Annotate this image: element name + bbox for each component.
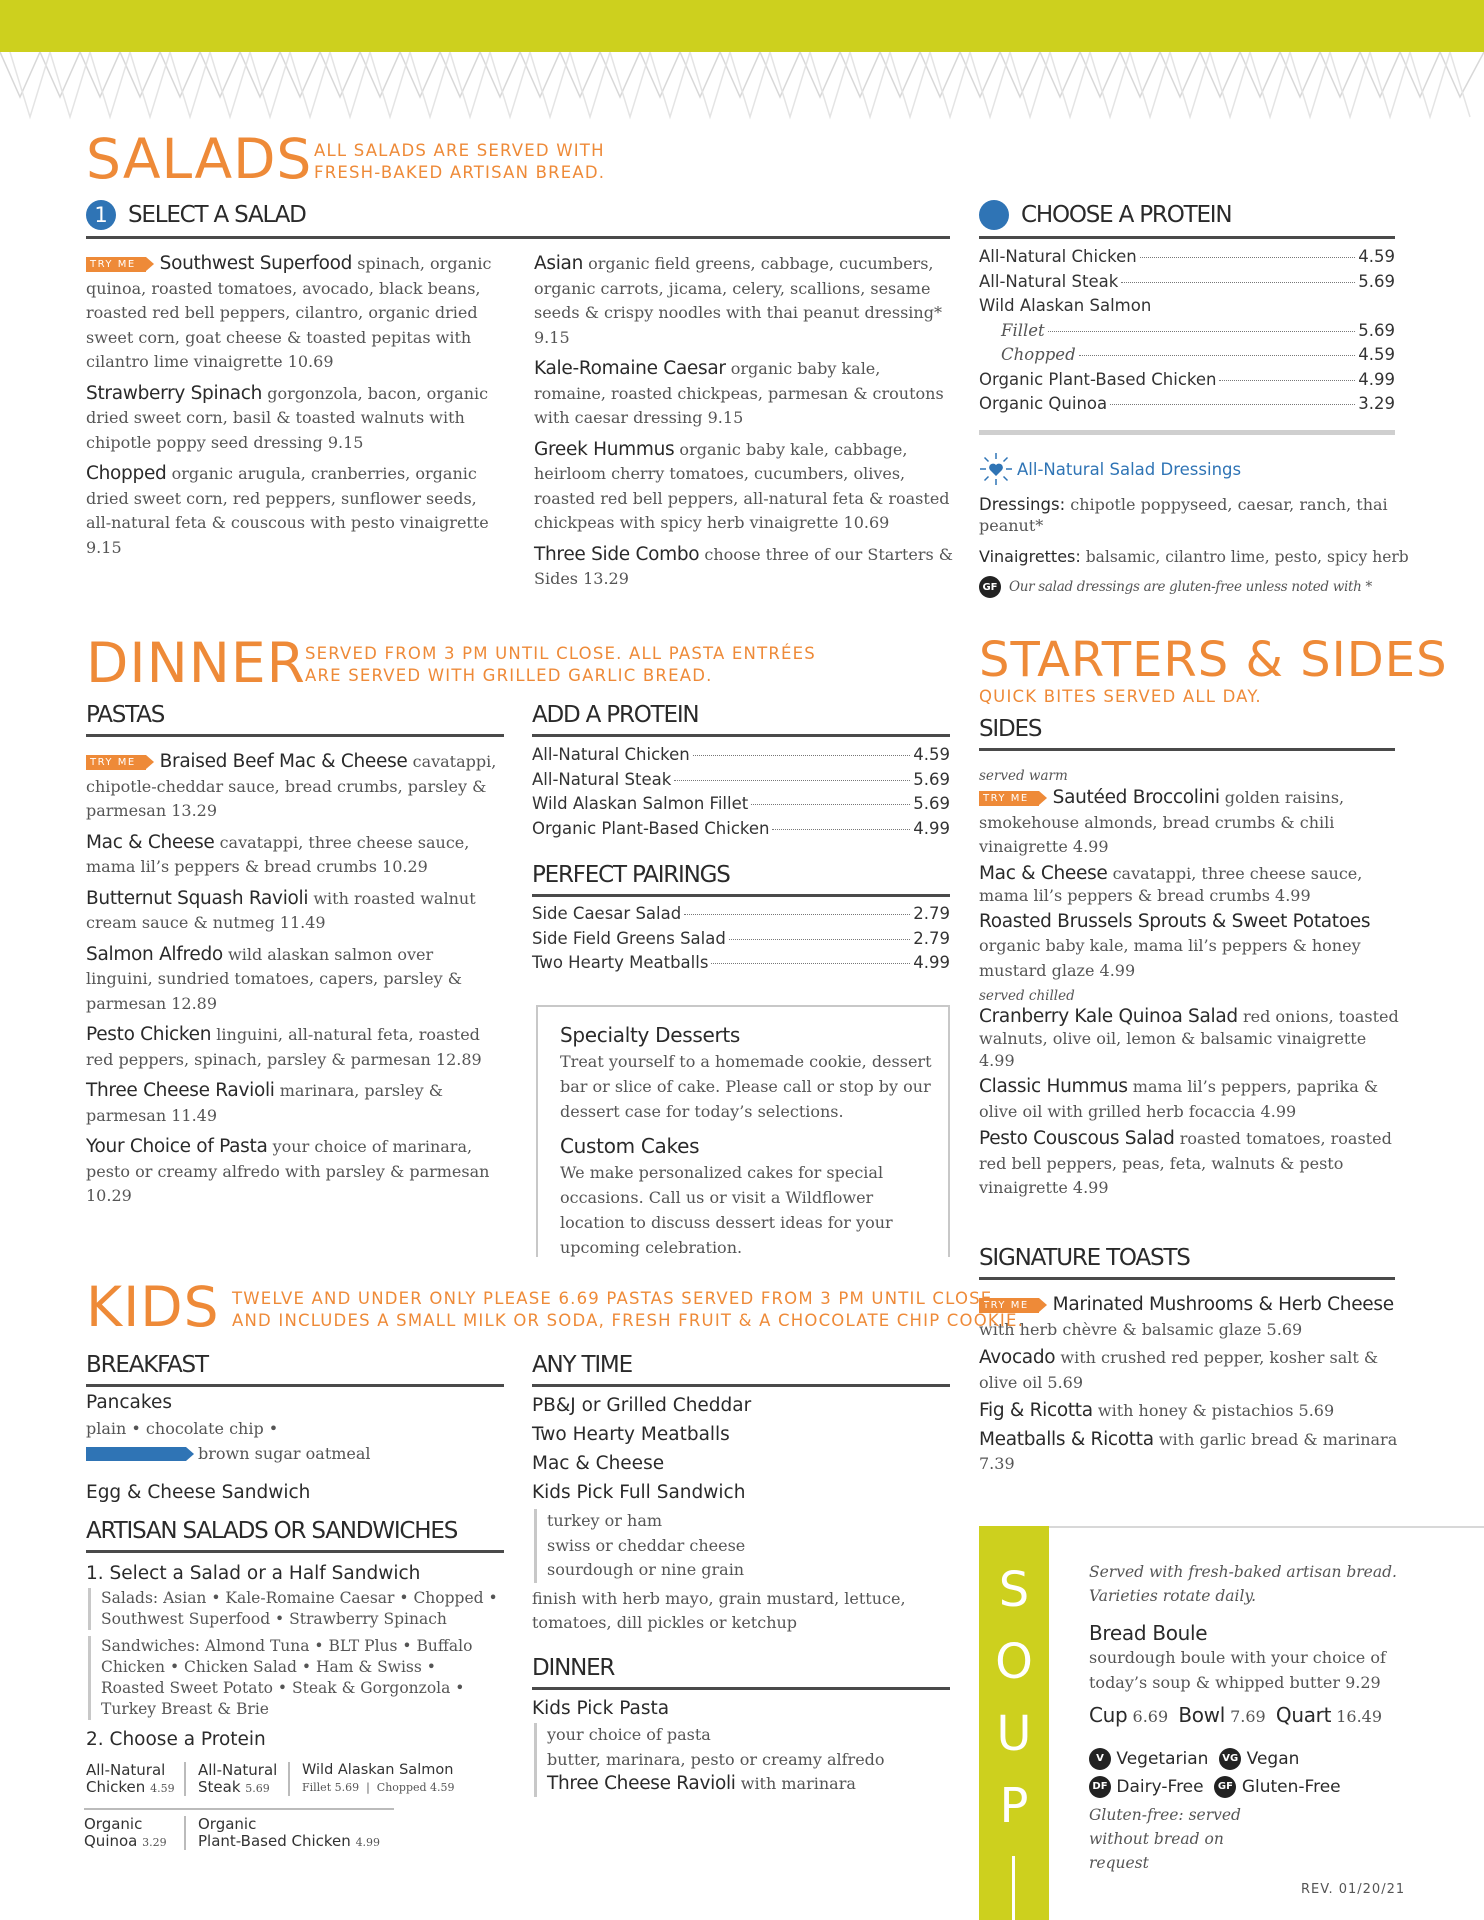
heart-burst-icon: [979, 452, 1013, 486]
toasts-header: [979, 1245, 1395, 1280]
menu-item: [86, 382, 498, 456]
breakfast-label: BREAKFAST: [86, 1352, 208, 1378]
anytime-item: Two Hearty Meatballs: [532, 1424, 730, 1445]
kids-subtitle-line-1: TWELVE AND UNDER ONLY PLEASE 6.69 PASTAS SERVED FROM 3 PM UNTIL CLOSE: [232, 1289, 993, 1308]
soup-letter: P: [999, 1778, 1029, 1834]
leader-dots: [693, 755, 911, 756]
choose-protein-header: [979, 200, 1395, 239]
price-name: Organic Plant-Based Chicken: [532, 818, 770, 838]
sandwich-option: turkey or ham: [547, 1511, 663, 1530]
try-me-tag: TRY ME: [979, 1298, 1039, 1313]
item-name: Kale-Romaine Caesar: [534, 358, 726, 379]
salads-title: SALADS: [86, 127, 313, 191]
item-desc: wild alaskan salmon over linguini, sundried tomatoes, capers, parsley & parmesan 12.89: [86, 944, 462, 1013]
item-name: Pesto Couscous Salad: [979, 1128, 1175, 1149]
divider: [184, 1816, 186, 1850]
sandwich-option: sourdough or nine grain: [547, 1560, 745, 1579]
item-name: Fig & Ricotta: [979, 1400, 1093, 1421]
item-name: Three Cheese Ravioli: [86, 1080, 275, 1101]
kids-protein-quinoa: [84, 1816, 167, 1851]
protein-detail: Fillet 5.69 | Chopped 4.59: [302, 1781, 455, 1794]
menu-item: [86, 1079, 504, 1128]
menu-item: [979, 1293, 1399, 1342]
protein-line-1: All-Natural: [86, 1761, 166, 1779]
anytime-item: PB&J or Grilled Cheddar: [532, 1395, 752, 1416]
egg-sandwich: Egg & Cheese Sandwich: [86, 1482, 311, 1503]
served-warm-label: served warm: [979, 768, 1068, 784]
item-name: Three Cheese Ravioli: [547, 1773, 736, 1794]
price-name: All-Natural Chicken: [532, 745, 690, 764]
price-value: 4.99: [913, 953, 950, 972]
item-desc: choose three of our Starters & Sides 13.29: [534, 544, 954, 588]
price-name: Chopped: [1001, 345, 1076, 364]
cakes-text: We make personalized cakes for special occasions. Call us or visit a Wildflower location to discuss dessert ideas for your upcoming celebration.: [560, 1163, 893, 1257]
dinner-subtitle-line-1: SERVED FROM 3 PM UNTIL CLOSE. ALL PASTA ENTRÉES: [305, 644, 816, 663]
artisan-block: [86, 1562, 504, 1752]
starters-title: STARTERS & SIDES: [979, 632, 1448, 688]
kids-sandwiches-list: Sandwiches: Almond Tuna • BLT Plus • Buffalo Chicken • Chicken Salad • Ham & Swiss • Roasted Sweet Potato • Steak & Gorgonzola • Turkey Breast & Brie: [88, 1636, 504, 1720]
legend-label: Dairy-Free: [1116, 1777, 1204, 1797]
legend-label: Gluten-Free: [1241, 1777, 1341, 1797]
item-name: Asian: [534, 253, 583, 274]
soup-gf-note: Gluten-free: served without bread on request: [1089, 1806, 1241, 1872]
item-desc: cavatappi, chipotle-cheddar sauce, bread crumbs, parsley & parmesan 13.29: [86, 752, 497, 820]
price-row: [979, 343, 1395, 368]
leader-dots: [751, 804, 910, 805]
menu-item: [86, 252, 498, 375]
price-value: 4.59: [913, 745, 950, 764]
kids-subtitle: [232, 1288, 1024, 1332]
protein-line-1: Wild Alaskan Salmon: [302, 1762, 454, 1778]
select-salad-label: SELECT A SALAD: [128, 202, 306, 228]
served-chilled-label: served chilled: [979, 988, 1075, 1004]
protein-line-2: Plant-Based Chicken: [198, 1832, 351, 1850]
item-name: Sautéed Broccolini: [1052, 787, 1220, 808]
menu-item: [534, 438, 954, 536]
dressings-label: Dressings:: [979, 495, 1066, 514]
gluten-free-badge-icon: GF: [1214, 1776, 1236, 1798]
try-me-tag: TRY ME: [86, 257, 146, 272]
kids-title: KIDS: [86, 1275, 220, 1339]
item-desc: roasted tomatoes, roasted red bell peppers, peas, feta, walnuts & pesto vinaigrette 4.99: [979, 1129, 1392, 1197]
item-desc: with honey & pistachios 5.69: [1092, 1401, 1335, 1420]
quart-label: Quart: [1275, 1703, 1332, 1727]
protein-line-1: Organic: [84, 1815, 143, 1833]
top-banner: [0, 0, 1484, 52]
menu-item: [979, 1006, 1399, 1072]
item-name: Butternut Squash Ravioli: [86, 887, 309, 909]
price-value: 5.69: [1358, 320, 1395, 340]
price-row: [979, 245, 1395, 270]
protein-price: 4.59: [150, 1782, 175, 1795]
protein-price: 4.99: [355, 1836, 381, 1849]
item-desc: golden raisins, smokehouse almonds, bread crumbs & chili vinaigrette 4.99: [979, 788, 1345, 856]
vinaigrettes-label: Vinaigrettes:: [979, 547, 1081, 566]
menu-item: [534, 252, 954, 350]
revision-date: REV. 01/20/21: [1301, 1882, 1406, 1897]
salad-protein-list: [979, 245, 1395, 417]
diet-legend: [1089, 1745, 1419, 1801]
gluten-free-badge-icon: GF: [979, 576, 1001, 598]
price-name: Wild Alaskan Salmon Fillet: [532, 794, 749, 813]
item-desc: with roasted walnut cream sauce & nutmeg 11.49: [86, 888, 476, 932]
menu-item: [979, 1399, 1399, 1424]
item-name: Your Choice of Pasta: [86, 1136, 268, 1157]
protein-line-2: Steak: [198, 1778, 241, 1796]
menu-item: [86, 887, 504, 936]
item-desc: with garlic bread & marinara 7.39: [979, 1429, 1398, 1473]
cup-label: Cup: [1089, 1703, 1128, 1727]
price-name: All-Natural Steak: [532, 769, 672, 789]
bowl-price: 7.69: [1230, 1707, 1266, 1726]
item-desc: spinach, organic quinoa, roasted tomatoes, avocado, black beans, roasted red bell peppers, cilantro, organic dried sweet corn, goat cheese & toasted pepitas with cilantro lime vinaigrette 10.69: [86, 254, 492, 371]
menu-item: [86, 462, 498, 560]
ravioli-line: [547, 1772, 950, 1797]
price-value: 4.59: [1358, 345, 1395, 364]
pancakes-desc-row: [86, 1442, 504, 1467]
item-name: Salmon Alfredo: [86, 943, 223, 965]
kids-pasta-name: Kids Pick Pasta: [532, 1698, 670, 1719]
item-desc: organic field greens, cabbage, cucumbers, organic carrots, jicama, celery, scallions, sesame seeds & crispy noodles with thai peanut dressing* 9.15: [534, 254, 942, 347]
leader-dots: [729, 939, 910, 940]
pancakes-desc-1: plain • chocolate chip •: [86, 1419, 279, 1438]
menu-item: [979, 910, 1399, 984]
menu-item: [86, 1023, 504, 1072]
step-1-circle: 1: [86, 200, 116, 230]
leader-dots: [674, 780, 910, 781]
soup-letter: U: [996, 1706, 1032, 1762]
dressings-block: [979, 452, 1409, 598]
anytime-label: ANY TIME: [532, 1352, 632, 1378]
salads-column-2: [534, 252, 954, 599]
breakfast-header: [86, 1352, 504, 1387]
leader-dots: [711, 963, 910, 964]
price-value: 2.79: [913, 928, 950, 948]
boule-name: Bread Boule: [1089, 1621, 1208, 1645]
menu-item: [86, 831, 504, 880]
price-row: [979, 270, 1395, 295]
soup-bar-line: [1012, 1856, 1015, 1920]
kids-protein-plant: [198, 1816, 380, 1851]
protein-line-1: Organic: [198, 1815, 257, 1833]
price-value: 5.69: [913, 769, 950, 789]
menu-item: [979, 1127, 1399, 1201]
soup-top-rule: [1049, 1526, 1484, 1528]
item-name: Avocado: [979, 1347, 1056, 1368]
divider: [288, 1762, 290, 1796]
item-name: Chopped: [86, 463, 167, 484]
protein-price: 3.29: [142, 1836, 167, 1849]
try-me-tag: TRY ME: [979, 791, 1039, 806]
try-me-tag: TRY ME: [86, 755, 146, 770]
soup-block: [1089, 1560, 1419, 1875]
pairings-header: [532, 862, 950, 897]
dressings-title-row: [979, 452, 1395, 486]
item-name: Classic Hummus: [979, 1076, 1128, 1097]
item-desc: with herb chèvre & balsamic glaze 5.69: [979, 1319, 1303, 1339]
soup-sizes: [1089, 1701, 1419, 1731]
soup-bar: [979, 1526, 1049, 1920]
leader-dots: [1121, 282, 1355, 283]
protein-line-2: Chicken: [86, 1778, 146, 1796]
item-desc: gorgonzola, bacon, organic dried sweet corn, basil & toasted walnuts with chipotle poppy seed dressing 9.15: [86, 383, 489, 452]
starters-subtitle: QUICK BITES SERVED ALL DAY.: [979, 687, 1262, 706]
gf-note-row: [979, 576, 1395, 598]
vinaigrettes-text: balsamic, cilantro lime, pesto, spicy herb: [1080, 548, 1409, 566]
dressings-title: All-Natural Salad Dressings: [1017, 459, 1242, 479]
pairings-list: [532, 902, 950, 976]
kids-subtitle-line-2: AND INCLUDES A SMALL MILK OR SODA, FRESH FRUIT & A CHOCOLATE CHIP COOKIE.: [232, 1311, 1025, 1330]
price-name: Side Caesar Salad: [532, 904, 682, 923]
item-desc: marinara, parsley & parmesan 11.49: [86, 1081, 444, 1125]
divider: [979, 430, 1395, 435]
leader-dots: [1079, 355, 1356, 356]
dinner-subtitle: [305, 643, 816, 687]
sides-header: [979, 716, 1395, 751]
vinaigrettes-line: [979, 546, 1409, 568]
anytime-item: Mac & Cheese: [532, 1453, 665, 1474]
pasta-options: [534, 1723, 950, 1797]
toasts-label: SIGNATURE TOASTS: [979, 1245, 1190, 1271]
item-name: Greek Hummus: [534, 438, 675, 460]
select-salad-header: [86, 200, 950, 239]
item-desc: linguini, all-natural feta, roasted red peppers, spinach, parsley & parmesan 12.89: [86, 1025, 482, 1069]
soup-intro: Served with fresh-baked artisan bread. Varieties rotate daily.: [1089, 1563, 1397, 1605]
anytime-header: [532, 1352, 950, 1387]
add-protein-label: ADD A PROTEIN: [532, 702, 699, 728]
gf-note: Our salad dressings are gluten-free unless noted with *: [1009, 579, 1372, 595]
pastas-label: PASTAS: [86, 702, 165, 728]
leader-dots: [772, 829, 910, 830]
pairings-label: PERFECT PAIRINGS: [532, 862, 730, 888]
blue-ribbon-icon: [86, 1444, 196, 1464]
price-row: [979, 294, 1395, 319]
anytime-item: Kids Pick Full Sandwich: [532, 1482, 746, 1503]
price-value: 5.69: [913, 794, 950, 813]
item-name: Pesto Chicken: [86, 1024, 212, 1045]
sandwich-finish: finish with herb mayo, grain mustard, lettuce, tomatoes, dill pickles or ketchup: [532, 1588, 906, 1632]
item-name: Braised Beef Mac & Cheese: [159, 751, 408, 772]
item-name: Mac & Cheese: [979, 862, 1108, 884]
item-name: Southwest Superfood: [159, 253, 353, 274]
kids-protein-salmon: [302, 1762, 455, 1796]
price-row: [979, 368, 1395, 393]
kids-dinner-list: [532, 1694, 950, 1797]
pancakes-name: Pancakes: [86, 1392, 172, 1413]
protein-line-2: Quinoa: [84, 1832, 138, 1850]
menu-item: [979, 1428, 1399, 1477]
add-protein-header: [532, 702, 950, 737]
choose-protein-label: CHOOSE A PROTEIN: [1021, 202, 1232, 228]
leader-dots: [1048, 331, 1356, 332]
kids-protein-steak: [198, 1762, 277, 1797]
price-row: [532, 927, 950, 952]
price-row: [532, 902, 950, 927]
salads-column-1: [86, 252, 498, 567]
item-desc: cavatappi, three cheese sauce, mama lil’s peppers & bread crumbs 10.29: [86, 832, 470, 876]
menu-item: [86, 943, 504, 1017]
price-name: Organic Plant-Based Chicken: [979, 369, 1217, 389]
dressings-line: [979, 494, 1395, 536]
pancakes-desc-2: brown sugar oatmeal: [198, 1443, 371, 1463]
price-value: 4.59: [1358, 247, 1395, 266]
item-desc: organic baby kale, romaine, roasted chickpeas, parmesan & croutons with caesar dressing 9.15: [534, 359, 944, 427]
menu-item: [534, 543, 954, 592]
price-name: Two Hearty Meatballs: [532, 953, 709, 972]
cakes-title: Custom Cakes: [560, 1134, 700, 1158]
protein-line-1: All-Natural: [198, 1761, 278, 1779]
sandwich-options: [534, 1509, 950, 1583]
menu-item: [979, 1075, 1399, 1124]
price-name: Fillet: [1001, 320, 1045, 340]
toasts-list: [979, 1293, 1399, 1484]
price-value: 4.99: [913, 818, 950, 838]
item-desc: with crushed red pepper, kosher salt & olive oil 5.69: [979, 1348, 1379, 1392]
bowl-label: Bowl: [1178, 1703, 1225, 1727]
pasta-option: butter, marinara, pesto or creamy alfredo: [547, 1749, 885, 1769]
pastas-list: [86, 750, 504, 1216]
price-row: [532, 817, 950, 842]
kids-salads-list: Salads: Asian • Kale-Romaine Caesar • Chopped • Southwest Superfood • Strawberry Spinach: [88, 1588, 504, 1630]
price-value: 5.69: [1358, 271, 1395, 291]
quart-price: 16.49: [1336, 1707, 1383, 1726]
soup-letter: S: [998, 1562, 1030, 1618]
menu-item: [86, 1135, 504, 1209]
breakfast-list: [86, 1388, 504, 1507]
desserts-box: [536, 1005, 950, 1257]
item-name: Roasted Brussels Sprouts & Sweet Potatoes: [979, 910, 1371, 932]
item-name: Cranberry Kale Quinoa Salad: [979, 1006, 1238, 1027]
item-name: Meatballs & Ricotta: [979, 1428, 1154, 1450]
legend-label: Vegan: [1246, 1749, 1300, 1769]
divider: [184, 1762, 186, 1796]
kids-dinner-label: DINNER: [532, 1655, 615, 1681]
kids-dinner-header: [532, 1655, 950, 1690]
legend-label: Vegetarian: [1116, 1749, 1209, 1769]
item-name: Marinated Mushrooms & Herb Cheese: [1052, 1294, 1394, 1315]
menu-item: [979, 786, 1399, 860]
pastas-header: [86, 702, 504, 737]
item-desc: organic baby kale, mama lil’s peppers & honey mustard glaze 4.99: [979, 936, 1361, 980]
salads-subtitle: [314, 140, 605, 184]
menu-item: [86, 750, 504, 824]
zigzag-pattern: [0, 52, 1484, 122]
price-row: [532, 792, 950, 817]
leader-dots: [1140, 257, 1356, 258]
protein-price: 5.69: [245, 1782, 270, 1795]
sandwich-option: swiss or cheddar cheese: [547, 1535, 746, 1555]
price-name: Wild Alaskan Salmon: [979, 296, 1152, 315]
salads-subtitle-line-1: ALL SALADS ARE SERVED WITH: [314, 141, 605, 160]
sides-label: SIDES: [979, 716, 1042, 742]
salads-subtitle-line-2: FRESH-BAKED ARTISAN BREAD.: [314, 163, 606, 182]
artisan-label: ARTISAN SALADS OR SANDWICHES: [86, 1518, 458, 1544]
price-value: 2.79: [913, 904, 950, 923]
anytime-list: [532, 1391, 950, 1643]
desserts-title: Specialty Desserts: [560, 1023, 741, 1047]
pasta-option: your choice of pasta: [547, 1725, 711, 1744]
price-row: [532, 768, 950, 793]
sides-list: [979, 766, 1399, 1208]
item-desc: with marinara: [735, 1774, 856, 1793]
price-name: All-Natural Chicken: [979, 247, 1137, 266]
item-desc: mama lil’s peppers, paprika & olive oil with grilled herb focaccia 4.99: [979, 1077, 1379, 1121]
item-name: Strawberry Spinach: [86, 382, 263, 404]
price-row: [532, 743, 950, 768]
boule-desc: sourdough boule with your choice of today’s soup & whipped butter 9.29: [1089, 1648, 1386, 1692]
menu-item: [979, 1346, 1399, 1395]
add-protein-list: [532, 743, 950, 841]
item-name: Three Side Combo: [534, 543, 700, 565]
step-2-circle: [979, 200, 1009, 230]
price-row: [979, 319, 1395, 344]
price-name: All-Natural Steak: [979, 271, 1119, 291]
price-row: [979, 392, 1395, 417]
price-name: Side Field Greens Salad: [532, 928, 726, 948]
cup-price: 6.69: [1132, 1707, 1169, 1726]
item-desc: organic arugula, cranberries, organic dried sweet corn, red peppers, sunflower seeds, all-natural feta & couscous with pesto vinaigrette 9.15: [86, 464, 489, 557]
menu-item: [979, 863, 1399, 907]
leader-dots: [684, 914, 910, 915]
leader-dots: [1219, 380, 1355, 381]
dinner-subtitle-line-2: ARE SERVED WITH GRILLED GARLIC BREAD.: [305, 666, 713, 685]
vegetarian-badge-icon: V: [1089, 1748, 1111, 1770]
item-desc: red onions, toasted walnuts, olive oil, lemon & balsamic vinaigrette 4.99: [979, 1007, 1399, 1070]
menu-item: [534, 357, 954, 431]
artisan-header: [86, 1518, 504, 1553]
kids-protein-chicken: [86, 1762, 175, 1797]
price-name: Organic Quinoa: [979, 394, 1108, 413]
desserts-text: Treat yourself to a homemade cookie, dessert bar or slice of cake. Please call or stop by our dessert case for today’s selections.: [560, 1052, 932, 1121]
dairy-free-badge-icon: DF: [1089, 1776, 1111, 1798]
item-desc: cavatappi, three cheese sauce, mama lil’s peppers & bread crumbs 4.99: [979, 863, 1363, 905]
artisan-step-2: 2. Choose a Protein: [86, 1729, 266, 1750]
price-value: 4.99: [1358, 369, 1395, 389]
artisan-step-1: 1. Select a Salad or a Half Sandwich: [86, 1563, 421, 1584]
divider: [84, 1808, 394, 1810]
dressings-text: chipotle poppyseed, caesar, ranch, thai peanut*: [979, 495, 1388, 535]
leader-dots: [1110, 404, 1355, 405]
soup-letter: O: [995, 1634, 1033, 1690]
item-desc: your choice of marinara, pesto or creamy alfredo with parsley & parmesan 10.29: [86, 1137, 490, 1205]
vegan-badge-icon: VG: [1219, 1748, 1241, 1770]
price-row: [532, 951, 950, 976]
item-desc: organic baby kale, cabbage, heirloom cherry tomatoes, cucumbers, olives, roasted red bell peppers, all-natural feta & roasted chickpeas with spicy herb vinaigrette 10.69: [534, 439, 950, 532]
price-value: 3.29: [1358, 394, 1395, 413]
dinner-title: DINNER: [86, 631, 306, 695]
item-name: Mac & Cheese: [86, 831, 215, 853]
